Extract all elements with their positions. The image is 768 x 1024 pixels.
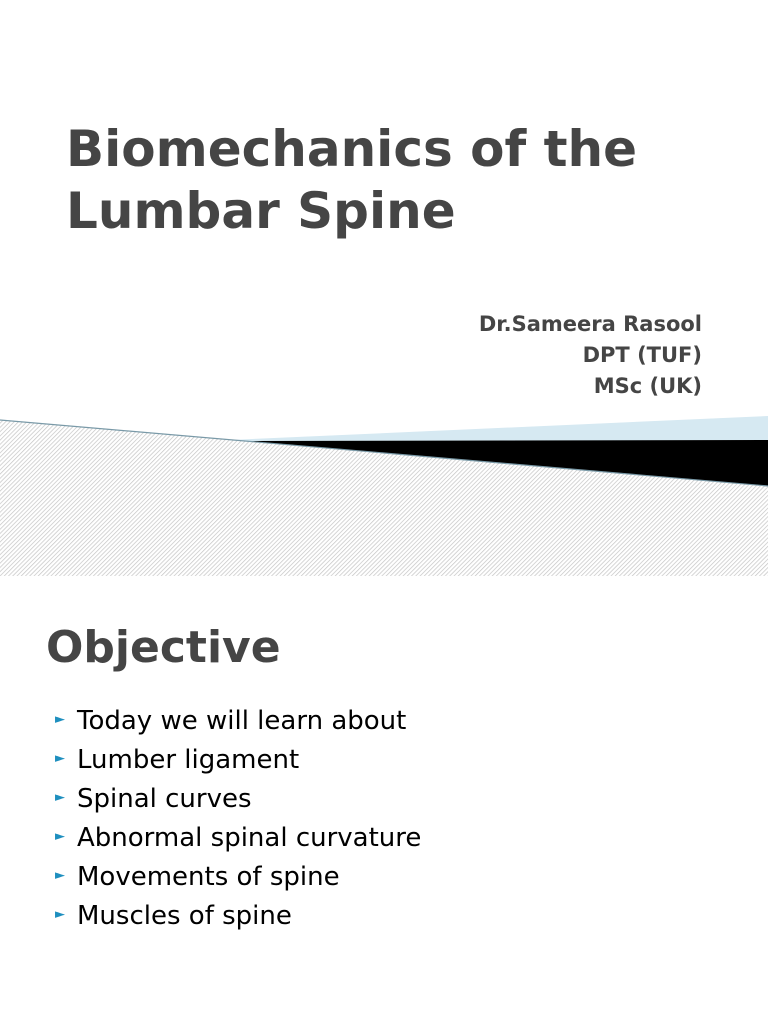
bullet-text: Abnormal spinal curvature: [77, 823, 422, 853]
objective-slide: [0, 576, 768, 1024]
slide-title-line-1: Biomechanics of the: [66, 120, 638, 178]
bullet-item: [55, 780, 421, 819]
slide-title: [66, 118, 746, 242]
bullet-item: [55, 897, 421, 936]
author-block: [479, 309, 702, 402]
bullet-item: [55, 741, 421, 780]
light-blue-band: [230, 416, 768, 442]
triangle-bullet-icon: ►: [55, 907, 65, 922]
slide-title-line-2: Lumbar Spine: [66, 182, 456, 240]
triangle-bullet-icon: ►: [55, 790, 65, 805]
author-name: Dr.Sameera Rasool: [478, 312, 702, 336]
bullet-item: [55, 702, 421, 741]
objective-heading: Objective: [46, 622, 281, 673]
triangle-bullet-icon: ►: [55, 751, 65, 766]
bullet-text: Muscles of spine: [77, 901, 292, 931]
bullet-item: [55, 858, 421, 897]
author-degree-2: MSc (UK): [593, 374, 702, 398]
bullet-text: Movements of spine: [77, 862, 340, 892]
author-degree-1: DPT (TUF): [582, 343, 702, 367]
bullet-text: Today we will learn about: [77, 706, 407, 736]
bullet-text: Lumber ligament: [77, 745, 300, 775]
objective-bullet-list: [55, 702, 421, 936]
triangle-bullet-icon: ►: [55, 829, 65, 844]
triangle-bullet-icon: ►: [55, 868, 65, 883]
bullet-item: [55, 819, 421, 858]
bullet-text: Spinal curves: [77, 784, 252, 814]
decorative-wave-band: [0, 410, 768, 576]
triangle-bullet-icon: ►: [55, 712, 65, 727]
